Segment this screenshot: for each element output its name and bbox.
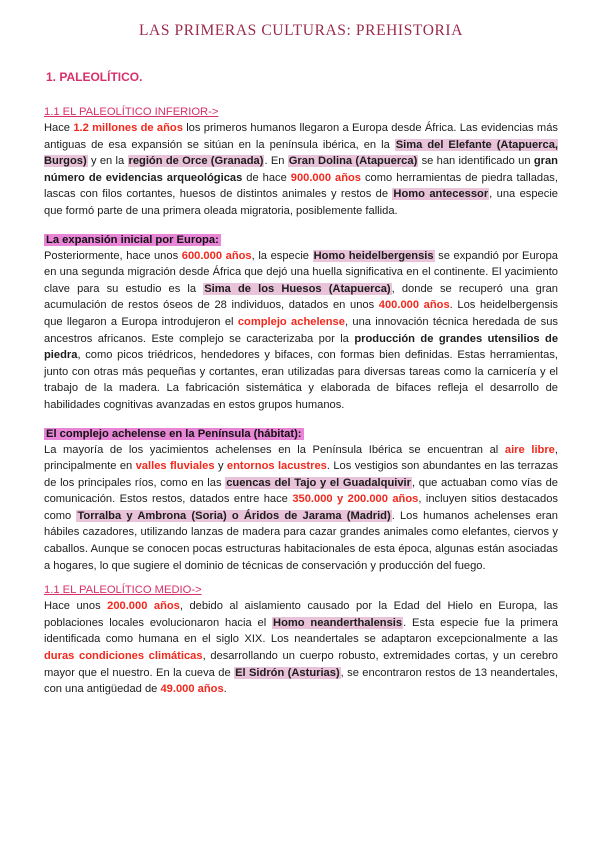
text-run: La mayoría de los yacimientos achelenses en la Península Ibérica se encuentran al xyxy=(44,443,505,456)
date-highlight: 1.2 millones de años xyxy=(73,122,183,134)
subsection-heading-medio: 1.1 EL PALEOLÍTICO MEDIO-> xyxy=(44,584,202,597)
text-run: , que actuaban como vías de comunicación. Estos restos, datados entre hace xyxy=(44,476,558,506)
text-run: como herramientas de piedra talladas, lascas con filos cortantes, huesos de distintos animales y restos de xyxy=(44,171,558,201)
text-run: . Los humanos achelenses eran hábiles cazadores, utilizando lanzas de madera para cazar grandes animales como elefantes, ciervos y caballos. Aunque se conocen pocas estructuras habitacionales de esta época, algunas están asociadas a hogares, lo que sugiere el dominio de técnicas de conservación y producción del fuego. xyxy=(44,509,558,572)
text-run: de hace xyxy=(242,171,291,184)
term-highlight: duras condiciones climáticas xyxy=(44,650,203,663)
paragraph-inferior xyxy=(44,120,558,220)
bold-term: gran número de evidencias arqueológicas xyxy=(44,155,558,184)
text-run: Posteriormente, hace unos xyxy=(44,249,182,262)
site-highlight: Sima de los Huesos (Atapuerca) xyxy=(204,282,391,295)
date-highlight: 400.000 años xyxy=(378,299,450,312)
text-run: . Los vestigios son abundantes en las terrazas de los principales ríos, como en las xyxy=(44,460,559,489)
section-heading: 1. PALEOLÍTICO. xyxy=(46,70,143,84)
page-title: LAS PRIMERAS CULTURAS: PREHISTORIA xyxy=(138,22,463,39)
text-run: , incluyen sitios destacados como xyxy=(44,493,558,522)
term-highlight: entornos lacustres xyxy=(226,460,327,473)
site-highlight: Torralba y Ambrona (Soria) o Áridos de Jarama (Madrid) xyxy=(77,509,391,522)
text-run: . Esta especie fue la primera identificada como humana en el siglo XIX. Los neandertales se adaptaron excepcionalmente a las xyxy=(44,616,558,646)
bold-term: producción de grandes utensilios de piedra xyxy=(44,332,559,362)
date-highlight: 900.000 años xyxy=(290,171,361,184)
term-highlight: valles fluviales xyxy=(135,460,215,473)
species-highlight: Homo heidelbergensis xyxy=(313,249,434,262)
text-run: Hace unos xyxy=(44,600,108,613)
text-run: , donde se recuperó una gran acumulación de restos óseos de 28 individuos, datados en unos xyxy=(44,282,558,312)
text-run: , debido al aislamiento causado por la Edad del Hielo en Europa, las poblaciones locales evolucionaron hacia el xyxy=(44,600,558,629)
text-run: los primeros humanos llegaron a Europa desde África. Las evidencias más antiguas de esa expansión se sitúan en la península ibérica, en la xyxy=(44,122,558,151)
site-highlight: Sima del Elefante (Atapuerca, Burgos) xyxy=(44,138,558,168)
species-highlight: Homo neanderthalensis xyxy=(273,616,403,629)
species-highlight: Homo antecessor xyxy=(393,188,489,201)
date-highlight: 200.000 años xyxy=(107,600,180,613)
date-highlight: 600.000 años xyxy=(181,249,252,262)
date-highlight: 49.000 años xyxy=(160,683,224,696)
text-run: , una especie que formó parte de una primera oleada migratoria, posiblemente fallida. xyxy=(44,188,558,217)
subheading-achelense: El complejo achelense en la Península (hábitat): xyxy=(46,427,302,440)
site-highlight: cuencas del Tajo y el Guadalquivir xyxy=(226,476,411,489)
text-run: , se encontraron restos de 13 neandertales, con una antigüedad de xyxy=(44,666,558,696)
site-highlight: región de Orce (Granada) xyxy=(128,155,264,168)
text-run: . En xyxy=(264,155,288,168)
paragraph-medio xyxy=(44,598,558,698)
date-highlight: 350.000 y 200.000 años xyxy=(292,493,419,506)
text-run: , como picos triédricos, hendedores y bifaces, con formas bien definidas. Estas herramientas, junto con otras más pequeñas y cortantes, eran utilizadas para diversas tareas como la carnicería y el trabajo de la madera. La fabricación sistemática y elaborada de bifaces refleja el desarrollo de habilidades cognitivas avanzadas en estos grupos humanos. xyxy=(44,349,558,411)
text-run: , desarrollando un cuerpo robusto, extremidades cortas, y un cerebro mayor que el nuestro. En la cueva de xyxy=(44,650,558,679)
paragraph-expansion xyxy=(44,248,558,414)
text-run: se han identificado un xyxy=(418,155,534,168)
site-highlight: El Sidrón (Asturias) xyxy=(235,666,340,679)
paragraph-achelense xyxy=(44,442,558,575)
text-run: y en la xyxy=(87,155,128,168)
subsection-heading-inferior: 1.1 EL PALEOLÍTICO INFERIOR-> xyxy=(44,106,219,118)
site-highlight: Gran Dolina (Atapuerca) xyxy=(288,155,418,168)
text-run: Hace xyxy=(44,122,74,134)
term-highlight: complejo achelense xyxy=(237,315,345,328)
text-run: se expandió por Europa en una segunda migración desde África que dejó una huella significativa en el continente. El yacimiento clave para su estudio es la xyxy=(44,249,558,295)
text-run: , principalmente en xyxy=(44,443,558,473)
text-run: y xyxy=(214,460,227,473)
text-run: . Los heidelbergensis que llegaron a Europa introdujeron el xyxy=(44,299,558,328)
text-run: , una innovación técnica heredada de sus ancestros africanos. Este complejo se caracterizaba por la xyxy=(44,315,558,345)
subheading-expansion: La expansión inicial por Europa: xyxy=(46,233,219,246)
text-run: , la especie xyxy=(251,249,313,262)
term-highlight: aire libre xyxy=(504,443,555,456)
text-run: . xyxy=(223,683,227,696)
